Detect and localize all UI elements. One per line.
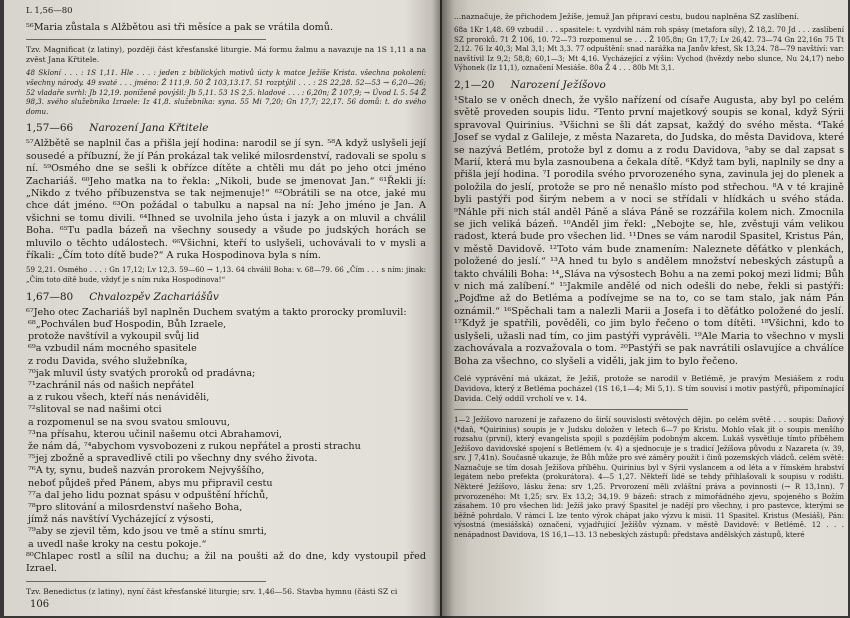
hymn-line: ⁷²slitoval se nad našimi otci: [28, 404, 162, 416]
hymn-line: ⁷⁵jej zbožně a spravedlivě ctili po všechny dny svého života.: [28, 453, 318, 465]
running-head-left: [26, 6, 426, 16]
hymn-line: a z rukou všech, kteří nás nenáviděli,: [28, 392, 210, 404]
benedictus-hymn: [26, 319, 426, 551]
book-gutter: [432, 0, 454, 618]
divider: [26, 39, 266, 40]
right-page: [442, 0, 848, 616]
heading-3-title: Narození Ježíšovo: [510, 78, 606, 91]
heading-3-ref: 2,1—20: [454, 78, 495, 91]
verse-80: ⁸⁰Chlapec rostl a sílil na duchu; a žil na poušti až do dne, kdy vystoupil před Izrael.: [26, 550, 426, 575]
heading-2-ref: 1,67—80: [26, 290, 74, 303]
cross-references-top: 68a 1Kr 1,48. 69 vzbudil . . . spasitele: t. vyzdvihl nám roh spásy (metafora síly), Ž 18,2. 70 Jd . . . zaslíbení SZ proroků. 71 Ž 106, 10. 72—73 rozpomenul se . . . Ž 105,8n; Gn 17,7; Lv 26,42. 73—74 Gn 22,16n 75 Tt 2,12. 76 Iz 40,3; Mal 3,1; Mt 3,3. 77 odpuštění: snad narážka na Janův křest, Sk 13,24. 78—79 navštíví: var: navštívil Iz 9,2; 58,8; 60,1—3; Mt 4,16. Vycházející z výšin: Vychod (hvězdy nebo slunce, Nu 24,17) nebo Výhonek (Iz 11,1), označení Mesiáše. 80a Ž 4 . . . 80b Mt 3,1.: [454, 25, 844, 73]
hymn-line: ⁷⁷a dal jeho lidu poznat spásu v odpuštění hříchů,: [28, 489, 269, 501]
divider: [454, 409, 688, 410]
running-head-text: L 1,56—80: [26, 6, 73, 16]
divider: [26, 581, 266, 582]
hymn-line: ⁷⁹aby se zjevil těm, kdo jsou ve tmě a stínu smrti,: [28, 526, 267, 538]
hymn-line: ⁶⁹a vzbudil nám mocného spasitele: [28, 343, 197, 355]
hymn-line: ⁷⁰jak mluvil ústy svatých proroků od pradávna;: [28, 367, 256, 379]
commentary-note-1: Celé vyprávění má ukázat, že Ježíš, protože se narodil v Betlémě, je pravým Mesiášem z rodu Davidova, který z Betléma pocházel (1S 16,1—4; Mi 5,1). S tím souvisí i motiv pastýřů, připomínající Davida. Celý oddíl vrcholí ve v. 14.: [454, 373, 844, 403]
top-text: ...naznačuje, že přichodem Ježíše, jemuž Jan připraví cestu, budou naplněna SZ zaslíbení.: [454, 12, 799, 21]
magnificat-note: Tzv. Magnificat (z latiny), později část křesťanské liturgie. Má formu žalmu a navazuje na 1S 1,11 a na zvěst Jana Křtitele.: [26, 45, 426, 65]
verse-67: ⁶⁷Jeho otec Zachariáš byl naplněn Duchem svatým a takto prorocky promluvil:: [26, 306, 407, 318]
section-heading-1: [26, 122, 426, 134]
commentary-note-2: 1—2 Ježíšovo narození je zařazeno do širší souvislosti světových dějin. po celém světě . . . soupis: Daňový (*daň, *Quirinius) soupis je v Judsku doložen v letech 6—7 po Kristu. Mohlo však jít o soupis menšího rozsahu (první), který evangelista spojil s pozdějším podobným akcem. Lukáš vysvětluje tímto příběhem Ježíšovo davidovské spojení s Betlémem (v. 4) a sjednocuje je s tradicí Ježíšova původu z Nazareta (v. 39, srv. J 7,41n). Současně ukazuje, že Bůh může pro své záměry použít i činů pozemských vládců. celém světě: Naznačuje se tím dosah Ježíšova příběhu. Quirinius byl v Sýrii vyslancem a od léta a v římském hrabství legátem nebo prefekta (prokurátora). 4—5 1,27. Někteří lidé se tehdy přihlašovali k soupisu v rodišti. Některé Ježíšovo, lásku žena: srv 1,25. Prvorození měli zvláštní práva a povinnosti (→ R 13,1nn). 7 prvorozeného: Mt 1,25; srv. Ex 13,2; 34,19. 9 bázeň: strach z mimořádného zjevu, spojeného s Božím zásahem. 10 pro všechen lid: Ježíš jako pravý Spasitel je nadějí pro všechny, i pro pastevce, kterými se běžně pohrdalo. V rámci L lze tento výrok chápat jako výzvu k misii. 11 Spasitel. Kristus (Mesiáš), Pán: výsostná (mesiášská) označení, vyjadřující Ježíšův význam. v městě Davidově: v Betlémě. 12 . . . nenápadnost Davidova, 1S 16,1—13. 13 nebeských zástupů: představa andělských zástupů, které: [454, 414, 844, 540]
heading-2-title: Chvalozpěv Zachariášův: [89, 290, 219, 303]
section-heading-3: [454, 79, 844, 91]
cross-references-2: 59 2,21. Osmého . . . : Gn 17,12; Lv 12,3. 59—60 → 1,13. 64 chválil Boha: v. 68—79. 66 „Čím . . . s ním: jinak: „Čím toto dítě bude, vždyť je s ním ruka Hospodinova!“: [26, 265, 426, 285]
hymn-line: a uvedl naše kroky na cestu pokoje.“: [28, 538, 207, 550]
hymn-line: že nám dá, ⁷⁴abychom vysvobozeni z rukou nepřátel a prosti strachu: [28, 441, 361, 453]
left-page: [4, 0, 440, 616]
verse-56: ⁵⁶Maria zůstala s Alžbětou asi tři měsíce a pak se vrátila domů.: [26, 22, 333, 33]
heading-1-title: Narození Jana Křtitele: [89, 122, 209, 135]
hymn-line: ⁷⁸pro slitování a milosrdenství našeho Boha,: [28, 502, 243, 514]
section-1-text: ⁵⁷Alžbětě se naplnil čas a přišla její hodina: narodil se jí syn. ⁵⁸A když uslyšeli její sousedé a příbuzní, že jí Pán prokázal tak veliké milosrdenství, radovali se spolu s ní. ⁵⁹Osmého dne se sešli k obřízce dítěte a chtěli mu dát po jeho otci jméno Zachariáš. ⁶⁰Jeho matka na to řekla: „Nikoli, bude se jmenovat Jan.“ ⁶¹Řekli jí: „Nikdo z tvého příbuzenstva se tak nejmenuje!“ ⁶²Obrátili se na otce, jaké mu chce dát jméno. ⁶³On požádal o tabulku a napsal na ní: Jeho jméno je Jan. A všichni se tomu divili. ⁶⁴Ihned se uvolnila jeho ústa i jazyk a on mluvil a chválil Boha. ⁶⁵Tu padla bázeň na všechny sousedy a všude po judských horách se mluvilo o těchto událostech. ⁶⁶Všichni, kteří to uslyšeli, uchovávali to v mysli a říkali: „Čím toto dítě bude?“ A ruka Hospodinova byla s ním.: [26, 138, 426, 262]
hymn-line: ⁷¹zachránil nás od našich nepřátel: [28, 380, 194, 392]
hymn-line: neboť půjdeš před Pánem, abys mu připravil cestu: [28, 477, 273, 489]
hymn-line: protože navštívil a vykoupil svůj lid: [28, 331, 200, 343]
page-number: 106: [30, 599, 50, 610]
hymn-line: z rodu Davida, svého služebníka,: [28, 355, 188, 367]
section-heading-2: [26, 291, 426, 303]
cross-references-1: 48 Skloní . . . : 1S 1,11. Hle . . . : jeden z biblických motivů úcty k matce Ježíše Krista. všechna pokolení: všechny národy. 49 svaté . . . jméno: Ž 111,9. 50 Ž 103,13.17. 51 rozptýlil . . . : 2S 22,28. 52—53 → 6,20—26; 52 vladaře svrhl: Jb 12,19. poníženě povýšil: Jb 5,11. 53 1S 2,5. hladové . . . : 6,20n; Ž 107,9; → Úvod L 5. 54 Ž 98,3. svého služebníka Izraele: Iz 41,8. služebníka: syna. 55 Mi 7,20; Gn 17,7; 22,17. 56 domů: t. do svého domu.: [26, 68, 426, 116]
hymn-line: ⁶⁸„Pochválen buď Hospodin, Bůh Izraele,: [28, 319, 227, 331]
heading-1-ref: 1,57—66: [26, 122, 74, 135]
hymn-line: ⁷³na přísahu, kterou učinil našemu otci Abrahamovi,: [28, 428, 283, 440]
hymn-line: a rozpomenul se na svou svatou smlouvu,: [28, 416, 230, 428]
section-2-text: ¹Stalo se v oněch dnech, že vyšlo nařízení od císaře Augusta, aby byl po celém světě proveden soupis lidu. ²Tento první majetkový soupis se konal, když Sýrii spravoval Quirinius. ³Všichni se šli dát zapsat, každý do svého města. ⁴Také Josef se vydal z Galileje, z města Nazareta, do Judska, do města Davidova, které se nazývá Betlém, protože byl z domu a z rodu Davidova, ⁵aby se dal zapsat s Marií, která mu byla zasnoubena a čekala dítě. ⁶Když tam byli, naplnily se dny a přišla její hodina. ⁷I porodila svého prvorozeného syna, zavinula jej do plenek a položila do jeslí, protože se pro ně nenašlo místo pod střechou. ⁸A v té krajině byli pastýři pod širým nebem a v noci se střídali v hlídkách u svého stáda. ⁹Náhle při nich stál anděl Páně a sláva Páně se rozzářila kolem nich. Zmocnila se jich veliká bázeň. ¹⁰Anděl jim řekl: „Nebojte se, hle, zvěstuji vám velikou radost, která bude pro všechen lid. ¹¹Dnes se vám narodil Spasitel, Kristus Pán, v městě Davidově. ¹²Toto vám bude znamením: Naleznete děťátko v plenkách, položené do jeslí.“ ¹³A hned tu bylo s andělem množství nebeských zástupů a takto chválili Boha: ¹⁴„Sláva na výsostech Bohu a na zemi pokoj mezi lidmi; Bůh v nich má zalíbení.“ ¹⁵Jakmile andělé od nich odešli do nebe, řekli si pastýři: „Pojďme až do Betléma a podívejme se na to, co se tam stalo, jak nám Pán oznámil.“ ¹⁶Spěchali tam a nalezli Marii a Josefa i to děťátko položené do jeslí. ¹⁷Když je spatřili, pověděli, co jim bylo řečeno o tom dítěti. ¹⁸Všichni, kdo to uslyšeli, užasli nad tím, co jim pastýři vyprávěli. ¹⁹Ale Maria to všechno v mysli zachovávala a rozvažovala o tom. ²⁰Pastýři se pak navrátili oslavujíce a chválíce Boha za všechno, co slyšeli a viděli, jak jim to bylo řečeno.: [454, 94, 844, 367]
hymn-line: jímž nás navštíví Vycházející z výsosti,: [28, 514, 214, 526]
hymn-line: ⁷⁶A ty, synu, budeš nazván prorokem Nejvyššího,: [28, 465, 265, 477]
benedictus-note: Tzv. Benedictus (z latiny), nyní část křesťanské liturgie; srv. 1,46—56. Stavba hymnu (části SZ ci: [26, 586, 398, 596]
